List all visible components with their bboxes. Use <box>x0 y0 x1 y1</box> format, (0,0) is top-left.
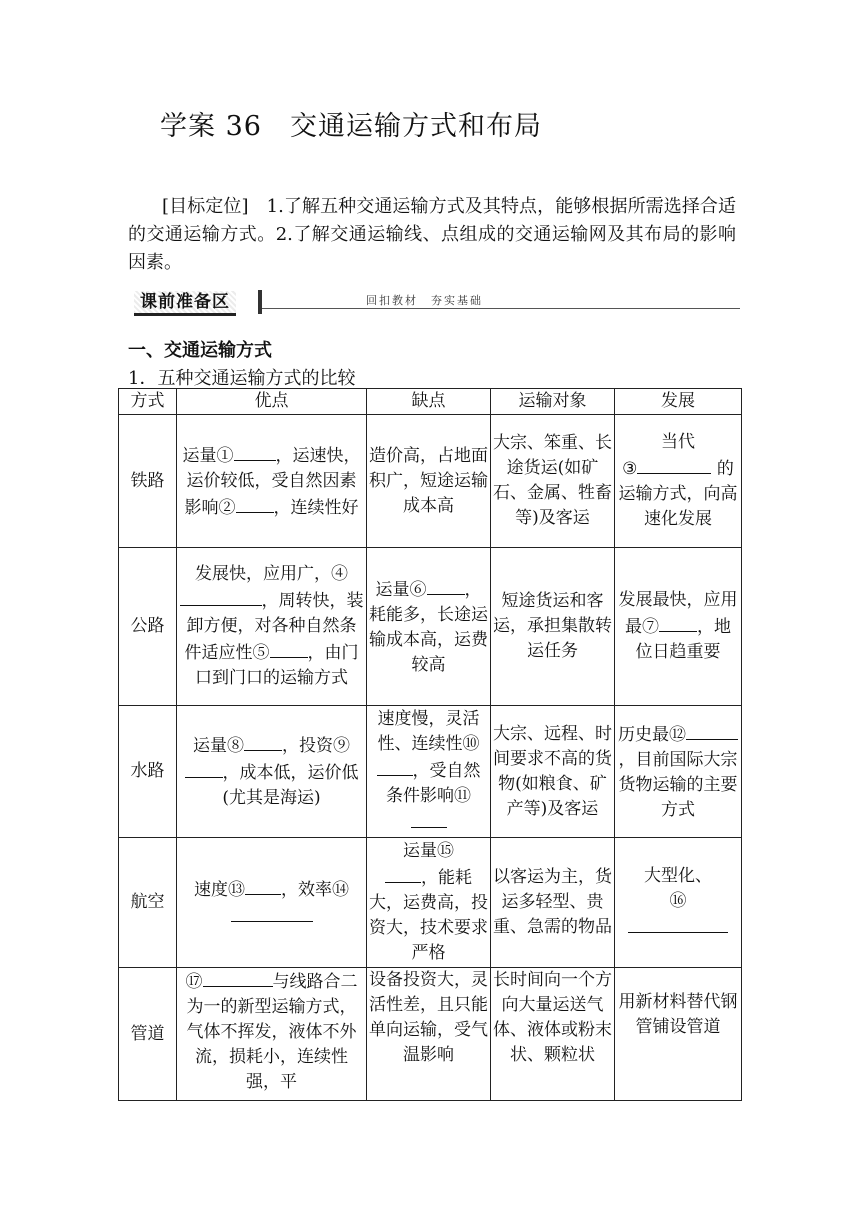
development-cell <box>615 706 742 838</box>
cell-text: ④ <box>331 564 348 584</box>
cons-cell <box>367 548 491 706</box>
objects-cell: 以客运为主，货运多轻型、贵重、急需的物品 <box>491 838 615 968</box>
cell-text: 运量⑮ <box>403 841 454 861</box>
section-banner <box>128 288 740 318</box>
cell-text: ，连续性好 <box>273 497 359 518</box>
cell-text: 发展快，应用广， <box>195 564 331 584</box>
answer-blank <box>234 442 276 461</box>
section-heading: 一、交通运输方式 <box>128 340 272 361</box>
answer-blank <box>686 721 738 740</box>
table-header-row <box>119 389 742 415</box>
banner-divider <box>258 290 262 314</box>
page-title: 学案 36 交通运输方式和布局 <box>160 111 542 142</box>
answer-blank <box>411 809 447 828</box>
answer-blank <box>637 455 711 474</box>
cell-text: ⑦ <box>642 617 659 637</box>
header-development: 发展 <box>615 389 742 415</box>
answer-blank <box>180 587 262 606</box>
answer-blank <box>270 639 308 658</box>
banner-subtitle: 回扣教材 夯实基础 <box>366 294 483 307</box>
answer-blank <box>203 968 273 987</box>
header-cons: 缺点 <box>367 389 491 415</box>
answer-blank <box>427 576 465 595</box>
answer-blank <box>244 732 282 751</box>
answer-blank <box>385 864 421 883</box>
development-cell: 用新材料替代钢管铺设管道 <box>615 968 742 1101</box>
cell-text: ，受自然条件影响⑪ <box>386 761 481 806</box>
objects-cell: 大宗、远程、时间要求不高的货物(如粮食、矿产等)及客运 <box>491 706 615 838</box>
cell-text: ，由门口到门口的运输方式 <box>195 643 359 688</box>
answer-blank <box>659 613 697 632</box>
cell-text: 当代 <box>661 432 695 452</box>
cell-text: 大型化、 <box>644 866 712 886</box>
section-subheading: 1．五种交通运输方式的比较 <box>128 368 356 389</box>
cell-text: ⑥ <box>409 579 427 600</box>
cell-text: 运量 <box>375 579 410 600</box>
banner-label: 课前准备区 <box>134 291 236 316</box>
cell-text: 的运输方式，向高速化发展 <box>618 459 738 529</box>
cell-text: ③ <box>622 459 638 479</box>
answer-blank <box>377 757 413 776</box>
cell-text: ⑤ <box>252 643 270 663</box>
cell-text: ，投资⑨ <box>282 736 350 756</box>
table-row <box>119 415 742 548</box>
cell-text: ，成本低，运价低(尤其是海运) <box>222 763 359 808</box>
table-row <box>119 548 742 706</box>
cell-text: ⑰ <box>185 972 203 992</box>
cell-text: ，耗能多，长途运输成本高，运费较高 <box>369 579 488 675</box>
pros-cell <box>177 968 367 1101</box>
header-pros: 优点 <box>177 389 367 415</box>
cell-text: ，地位日趋重要 <box>635 617 731 662</box>
answer-blank <box>628 914 728 933</box>
development-cell <box>615 415 742 548</box>
answer-blank <box>185 759 223 778</box>
objects-cell: 长时间向一个方向大量运送气体、液体或粉末状、颗粒状 <box>491 968 615 1101</box>
cons-cell <box>367 838 491 968</box>
cell-text: 运量⑧ <box>193 736 244 756</box>
mode-cell: 铁路 <box>119 415 177 548</box>
cell-text: 与线路合二为一的新型运输方式，气体不挥发，液体不外流，损耗小，连续性强，平 <box>186 972 358 1092</box>
cell-text: 历史最⑫ <box>618 724 686 745</box>
cell-text: 速度⑬ <box>194 879 245 900</box>
header-objects: 运输对象 <box>491 389 615 415</box>
cell-text: 运量① <box>182 445 234 466</box>
answer-blank <box>236 494 274 513</box>
cell-text: ，目前国际大宗货物运输的主要方式 <box>618 749 738 820</box>
answer-blank <box>231 903 313 922</box>
mode-cell: 公路 <box>119 548 177 706</box>
table-row <box>119 706 742 838</box>
cons-cell: 造价高，占地面积广，短途运输成本高 <box>367 415 491 548</box>
pros-cell <box>177 548 367 706</box>
cell-text: 速度慢，灵活性、连续性⑩ <box>377 709 480 754</box>
objective-paragraph: [目标定位] 1.了解五种交通运输方式及其特点，能够根据所需选择合适的交通运输方式。2.了解交通运输线、点组成的交通运输网及其布局的影响因素。 <box>128 196 736 273</box>
cell-text: ，能耗大，运费高，投资大，技术要求严格 <box>369 868 488 963</box>
cell-text: ，效率⑭ <box>281 879 349 900</box>
cell-text: ⑯ <box>669 891 687 911</box>
pros-cell <box>177 838 367 968</box>
banner-rule <box>262 308 740 309</box>
development-cell <box>615 548 742 706</box>
mode-cell: 管道 <box>119 968 177 1101</box>
cell-text: ，运速快，运价较低，受自然因素影响② <box>184 445 361 518</box>
header-mode: 方式 <box>119 389 177 415</box>
cell-text: ，周转快，装卸方便，对各种自然条件适应性 <box>184 591 364 663</box>
table-row <box>119 838 742 968</box>
table-row <box>119 968 742 1101</box>
answer-blank <box>245 876 281 895</box>
pros-cell <box>177 706 367 838</box>
pros-cell <box>177 415 367 548</box>
cons-cell <box>367 706 491 838</box>
cell-text: 发展最快，应用最 <box>618 590 738 637</box>
objects-cell: 大宗、笨重、长途货运(如矿石、金属、牲畜等)及客运 <box>491 415 615 548</box>
mode-cell: 水路 <box>119 706 177 838</box>
objects-cell: 短途货运和客运，承担集散转运任务 <box>491 548 615 706</box>
mode-cell: 航空 <box>119 838 177 968</box>
development-cell <box>615 838 742 968</box>
comparison-table <box>118 388 742 1101</box>
cons-cell: 设备投资大，灵活性差，且只能单向运输，受气温影响 <box>367 968 491 1101</box>
